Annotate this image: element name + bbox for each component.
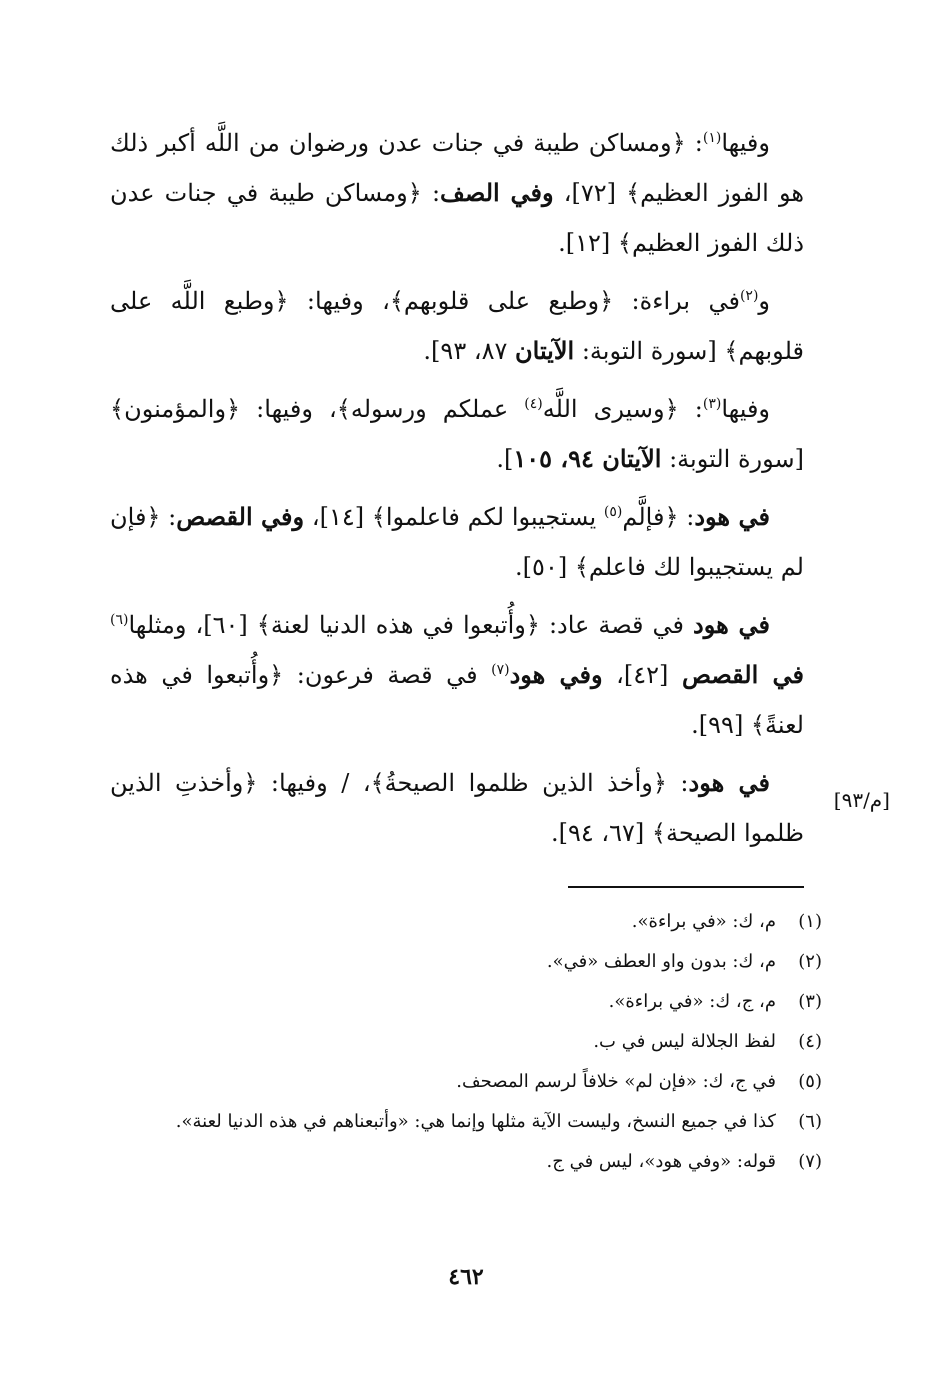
footnote-marker: (١) [702, 130, 722, 146]
text-run: يستجيبوا لكم فاعلموا﴾ [١٤]، [304, 503, 604, 531]
footnote-item [110, 1102, 822, 1142]
bold-text-run: في هود [693, 610, 770, 639]
footnote-number: (٢) [798, 951, 822, 972]
text-run: عملكم ورسوله﴾، وفيها: ﴿والمؤمنون﴾ [سورة التوبة: [110, 395, 804, 473]
text-run: في قصة فرعون: ﴿وأُتبعوا في هذه لعنةً﴾ [٩٩]. [110, 661, 804, 739]
footnote-text: م، ك: بدون واو العطف «في». [546, 951, 776, 972]
footnote-number: (٥) [798, 1071, 822, 1092]
footnote-text: في ج، ك: «فإن لم» خلافاً لرسم المصحف. [456, 1071, 776, 1092]
paragraph-6 [110, 758, 804, 858]
footnote-marker: (٧) [491, 662, 510, 678]
text-run: في قصة عاد: ﴿وأُتبعوا في هذه الدنيا لعنة﴾ [٦٠]، ومثلها [128, 611, 694, 639]
text-run: [٤٢]، [602, 661, 682, 689]
bold-text-run: وفي هود [509, 660, 603, 689]
bold-text-run: في هود [688, 768, 770, 797]
text-run: : ﴿فإلَّم [622, 503, 695, 531]
footnote-item [110, 1142, 822, 1182]
paragraph-3 [110, 384, 804, 484]
paragraph-4 [110, 492, 804, 592]
text-run: : ﴿ومساكن طيبة في جنات عدن ورضوان من اللَّه أكبر ذلك هو الفوز العظيم﴾ [٧٢]، [110, 129, 804, 207]
bold-text-run: الآيتان [515, 336, 575, 365]
footnote-text: لفظ الجلالة ليس في ب. [593, 1031, 776, 1052]
footnote-marker: (٢) [739, 288, 759, 304]
footnote-text: كذا في جميع النسخ، وليست الآية مثلها وإنما هي: «وأتبعناهم في هذه الدنيا لعنة». [175, 1111, 776, 1132]
text-run: : ﴿وأخذ الذين ظلموا الصيحةُ﴾، / وفيها: ﴿وأخذتِ الذين ظلموا الصيحة﴾ [٦٧، ٩٤]. [110, 769, 804, 847]
footnote-number: (٤) [798, 1031, 822, 1052]
footnote-text: م، ج، ك: «في براءة». [608, 991, 776, 1012]
footnotes [110, 902, 822, 1182]
bold-text-run: في هود [694, 502, 770, 531]
footnote-number: (٦) [798, 1111, 822, 1132]
bold-text-run: في القصص [681, 660, 804, 689]
margin-manuscript-ref: [م/٩٣] [833, 788, 890, 812]
footnote-marker: (٥) [603, 504, 623, 520]
text-run: ٨٧، ٩٣]. [423, 337, 515, 365]
footnote-text: م، ك: «في براءة». [631, 911, 776, 932]
footnote-separator [568, 886, 804, 888]
footnote-item [110, 1062, 822, 1102]
bold-text-run: وفي الصف [440, 178, 554, 207]
footnote-number: (١) [798, 911, 822, 932]
text-run: وفيها [721, 395, 771, 423]
footnote-item [110, 942, 822, 982]
footnote-marker: (٤) [524, 396, 543, 412]
paragraph-5 [110, 600, 804, 750]
text-run: : ﴿فإن لم يستجيبوا لك فاعلم﴾ [٥٠]. [110, 503, 804, 581]
footnote-item [110, 1022, 822, 1062]
text-run: : ﴿ومساكن طيبة في جنات عدن ذلك الفوز العظيم﴾ [١٢]. [110, 179, 804, 257]
main-text-body [110, 118, 804, 866]
bold-text-run: الآيتان ٩٤، ١٠٥ [513, 444, 662, 473]
bold-text-run: وفي القصص [176, 502, 305, 531]
text-run: وفيها [721, 129, 770, 157]
text-run: ]. [496, 445, 514, 473]
footnote-text: قوله: «وفي هود»، ليس في ج. [546, 1151, 776, 1172]
footnote-marker: (٦) [110, 612, 129, 628]
footnote-number: (٣) [798, 991, 822, 1012]
footnote-item [110, 982, 822, 1022]
paragraph-2 [110, 276, 804, 376]
footnote-number: (٧) [798, 1151, 822, 1172]
footnote-item [110, 902, 822, 942]
text-run: في براءة: ﴿وطبع على قلوبهم﴾، وفيها: ﴿وطبع اللَّه على قلوبهم﴾ [سورة التوبة: [110, 287, 804, 365]
paragraph-1 [110, 118, 804, 268]
footnote-marker: (٣) [702, 396, 722, 412]
text-run: : ﴿وسيرى اللَّه [542, 395, 703, 423]
page-number: ٤٦٢ [448, 1264, 484, 1290]
text-run: و [758, 287, 770, 315]
